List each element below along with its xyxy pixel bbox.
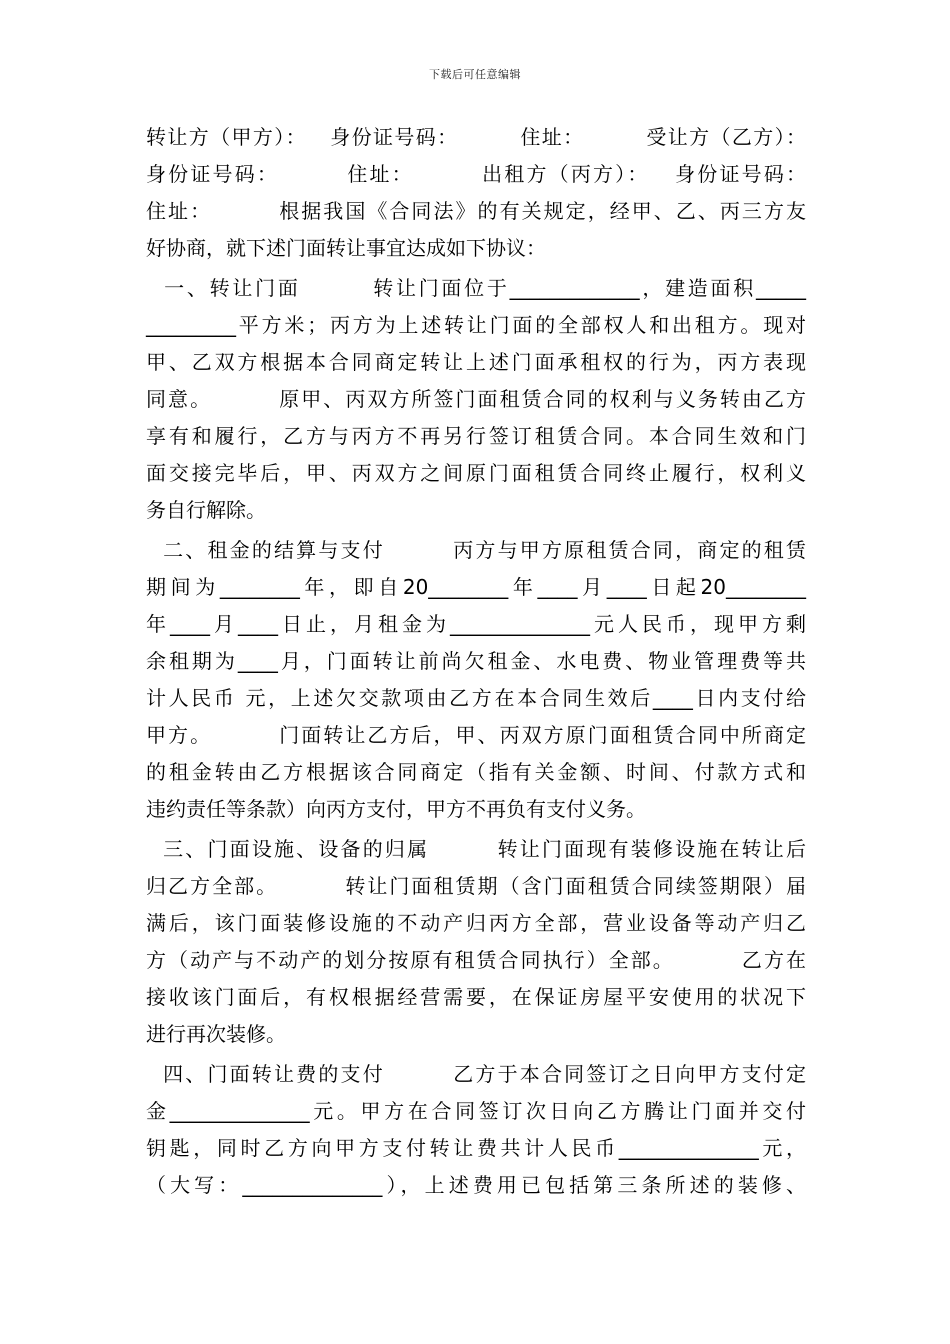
- contract-text-line: 享有和履行，乙方与丙方不再另行签订租赁合同。本合同生效和门: [146, 424, 806, 448]
- contract-text-line: 一、转让门面 转让门面位于_____________，建造面积_____: [146, 276, 806, 300]
- contract-text-line: 务自行解除。: [146, 498, 266, 522]
- contract-text-line: 接收该门面后，有权根据经营需要，在保证房屋平安使用的状况下: [146, 985, 806, 1009]
- contract-text-line: 甲方。 门面转让乙方后，甲、丙双方原门面租赁合同中所商定: [146, 723, 806, 747]
- contract-text-line: 方（动产与不动产的划分按原有租赁合同执行）全部。 乙方在: [146, 948, 806, 972]
- contract-text-line: 三、门面设施、设备的归属 转让门面现有装修设施在转让后: [146, 837, 806, 861]
- contract-text-line: 转让方（甲方）： 身份证号码： 住址： 受让方（乙方）：: [146, 125, 806, 149]
- contract-text-line: （大写：______________），上述费用已包括第三条所述的装修、: [146, 1173, 806, 1197]
- contract-text-line: 余租期为____月，门面转让前尚欠租金、水电费、物业管理费等共: [146, 649, 806, 673]
- contract-text-line: 住址： 根据我国《合同法》的有关规定，经甲、乙、丙三方友: [146, 199, 806, 223]
- contract-text-line: 期间为________年，即自20________年____月____日起20________: [146, 575, 806, 599]
- contract-text-line: 年____月____日止，月租金为______________元人民币，现甲方剩: [146, 612, 806, 636]
- contract-text-line: 钥匙，同时乙方向甲方支付转让费共计人民币______________元，: [146, 1136, 806, 1160]
- contract-text-line: 归乙方全部。 转让门面租赁期（含门面租赁合同续签期限）届: [146, 874, 806, 898]
- contract-text-line: 甲、乙双方根据本合同商定转让上述门面承租权的行为，丙方表现: [146, 350, 806, 374]
- contract-text-line: 计人民币 元，上述欠交款项由乙方在本合同生效后____日内支付给: [146, 686, 806, 710]
- contract-body: [146, 119, 806, 1204]
- contract-text-line: 二、租金的结算与支付 丙方与甲方原租赁合同，商定的租赁: [146, 538, 806, 562]
- contract-text-line: 身份证号码： 住址： 出租方（丙方）： 身份证号码：: [146, 162, 806, 186]
- contract-text-line: _________平方米；丙方为上述转让门面的全部权人和出租方。现对: [146, 313, 806, 337]
- contract-text-line: 进行再次装修。: [146, 1022, 286, 1046]
- contract-text-line: 金______________元。甲方在合同签订次日向乙方腾让门面并交付: [146, 1099, 806, 1123]
- contract-text-line: 同意。 原甲、丙双方所签门面租赁合同的权利与义务转由乙方: [146, 387, 806, 411]
- page-header-note: 下载后可任意编辑: [429, 68, 521, 81]
- contract-text-line: 好协商，就下述门面转让事宜达成如下协议：: [146, 236, 546, 260]
- contract-text-line: 四、门面转让费的支付 乙方于本合同签订之日向甲方支付定: [146, 1062, 806, 1086]
- contract-text-line: 的租金转由乙方根据该合同商定（指有关金额、时间、付款方式和: [146, 760, 806, 784]
- contract-text-line: 面交接完毕后，甲、丙双方之间原门面租赁合同终止履行，权利义: [146, 461, 806, 485]
- contract-text-line: 满后，该门面装修设施的不动产归丙方全部，营业设备等动产归乙: [146, 911, 806, 935]
- contract-text-line: 违约责任等条款）向丙方支付，甲方不再负有支付义务。: [146, 797, 646, 821]
